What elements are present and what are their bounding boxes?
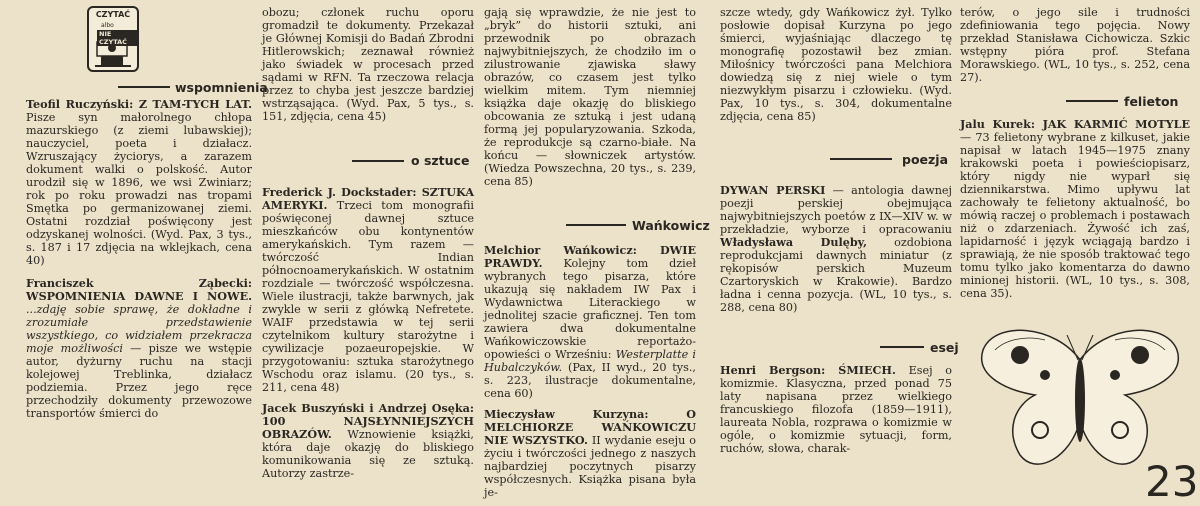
column-4c	[720, 364, 952, 506]
review-dockstader	[262, 186, 474, 394]
review-wankowicz	[484, 244, 696, 400]
review-kurzyna	[484, 408, 696, 499]
section-heading-felieton: felieton	[1124, 94, 1179, 109]
page-number: 23	[1145, 457, 1199, 506]
section-heading-o-sztuce: o sztuce	[411, 153, 470, 168]
review-body: — antologia dawnej poezji perskiej obejmująca najwybitniejszych poetów z IX—XIV w. w przekładzie, wyborze i opracowaniu	[720, 184, 952, 236]
section-rule	[1066, 100, 1118, 102]
section-heading-poezja: poezja	[902, 152, 949, 167]
section-rule	[118, 86, 170, 88]
continued-text: szcze wtedy, gdy Wańkowicz żył. Tylko posłowie dopisał Kurzyna po jego śmierci, wyjaśniając dlaczego tę monografię pozostawił bez zmian. Miłośnicy twórczości pana Melchiora dowiedzą się z niej wiele o tym niezwykłym pisarzu i człowieku. (Wyd. Pax, 10 tys., s. 304, dokumentalne zdjęcia, cena 85)	[720, 6, 952, 123]
review-lead: Melchior Wańkowicz: DWIE PRAWDY.	[484, 243, 696, 270]
review-lead: Jalu Kurek: JAK KARMIĆ MOTYLE	[960, 117, 1190, 131]
translator-name: Władysława Dulęby,	[720, 235, 867, 249]
continued-text: obozu; członek ruchu oporu gromadził te dokumenty. Przekazał je Głównej Komisji do Badań Zbrodni Hitlerowskich; zeznawał również jako świadek w procesach przed sądami w RFN. Ta rzeczowa relacja przez to chyba jest jeszcze bardziej wstrząsająca. (Wyd. Pax, 5 tys., s. 151, zdjęcia, cena 45)	[262, 6, 474, 123]
review-lead: Frederick J. Dockstader: SZTUKA AMERYKI.	[262, 185, 474, 212]
review-kurek	[960, 118, 1190, 300]
section-rule	[566, 224, 626, 226]
review-lead: Henri Bergson: ŚMIECH.	[720, 363, 896, 377]
review-buszynski	[262, 402, 474, 480]
review-dywan-perski	[720, 184, 952, 314]
review-lead: Teofil Ruczyński: Z TAM-TYCH LAT.	[26, 97, 252, 111]
review-zabecki	[26, 277, 252, 420]
section-heading-esej: esej	[930, 340, 959, 355]
review-titles: Westerplatte i Hubalczyków.	[484, 348, 696, 374]
logo-line1: CZYTAĆ	[95, 10, 131, 19]
review-body: — pisze we wstępie autor, dyżurny ruchu na stacji kolejowej Treblinka, działacz podziemia. Przez jego ręce przechodziły dokumenty przewozowe transportów śmierci do	[26, 342, 253, 420]
review-body: Pisze syn małorolnego chłopa mazurskiego (z ziemi lubawskiej); nauczyciel, poeta i działacz. Wzruszający życiorys, a zarazem dokument walki o polskość. Autor urodził się w 1896, we wsi Zwiniarz; rok po roku prowadzi nas tropami Smętka po germanizowanej ziemi. Ostatni rozdział poświęcony jest odzyskanej wolności. (Wyd. Pax, 3 tys., s. 187 i 17 zdjęcia na wklejkach, cena 40)	[26, 111, 252, 267]
review-lead: DYWAN PERSKI	[720, 183, 826, 197]
review-bergson	[720, 364, 952, 455]
review-lead: Franciszek Ząbecki: WSPOMNIENIA DAWNE I NOWE.	[26, 276, 252, 303]
column-3b	[484, 244, 696, 506]
review-body: (Pax, II wyd., 20 tys., s. 223, ilustracje dokumentalne, cena 60)	[484, 361, 696, 400]
review-body: Trzeci tom monografii poświęconej dawnej sztuce mieszkańców obu kontynentów amerykańskich. Tym razem — twórczość Indian północnoamerykańskich. W ostatnim rozdziale — twórczość współczesna. Wiele ilustracji, także barwnych, jak zwykle w serii z główką Nefretete. WAIF przedstawia w tej serii czytelnikom kultury starożytne i cywilizacje pozaeuropejskie. W przygotowaniu: sztuka starożytnego Wschodu oraz islamu. (20 tys., s. 211, cena 48)	[262, 199, 475, 394]
column-2b	[262, 186, 474, 506]
section-heading-wankowicz: Wańkowicz	[632, 218, 710, 233]
section-rule	[830, 158, 892, 160]
section-rule	[352, 160, 404, 162]
review-body: Kolejny tom dzieł wybranych tego pisarza, które ukazują się nakładem IW Pax i Wydawnictwa Literackiego w jednolitej szacie graficznej. Ten tom zawiera dwa dokumentalne Wańkowiczowskie reportażo-opowieści o Wrześniu:	[484, 257, 696, 361]
czytac-logo	[87, 6, 139, 72]
continued-text: gają się wprawdzie, że nie jest to „bryk” do historii sztuki, ani przewodnik po obrazach najwybitniejszych, że chodziło im o zilustrowanie zjawiska sławy obrazów, co czasem jest tylko wielkim mitem. Tym niemniej książka daje okazję do bliskiego obcowania ze sztuką i jest udaną formą jej popularyzowania. Szkoda, że reprodukcje są czarno-białe. Na końcu — słowniczek artystów. (Wiedza Powszechna, 20 tys., s. 239, cena 85)	[484, 6, 696, 188]
review-quote: ...zdaję sobie sprawę, że dokładne i zrozumiałe przedstawienie wszystkiego, co widziałem przekracza moje możliwości	[26, 303, 252, 355]
review-body: II wydanie eseju o życiu i twórczości jednego z naszych najbardziej poczytnych pisarzy współczesnych. Książka pisana była je-	[484, 434, 696, 499]
column-1	[26, 98, 252, 506]
section-heading-wspomnienia: wspomnienia	[175, 80, 268, 95]
logo-line2: albo	[101, 22, 114, 29]
review-body: ozdobiona reprodukcjami dawnych miniatur (z rękopisów perskich Muzeum Czartoryskich w Krakowie). Bardzo ładna i cenna pozycja. (WL, 10 tys., s. 288, cena 80)	[720, 236, 952, 314]
review-body: — 73 felietony wybrane z kilkuset, jakie napisał w latach 1945—1975 znany krakowski poeta i powieściopisarz, który nigdy nie wyparł się dziennikarstwa. Mimo upływu lat zachowały te felietony aktualność, bo mówią raczej o problemach i postawach niż o zdarzeniach. Żywość ich zaś, lapidarność i język wciągają bardzo i sprawiają, że nie sposób traktować tego tomu tylko jako komentarza do dawno minionej historii. (WL, 10 tys., s. 308, cena 35).	[960, 131, 1190, 300]
logo-line3: NIE CZYTAĆ	[97, 30, 137, 46]
review-lead: Jacek Buszyński i Andrzej Osęka: 100 NAJSŁYNNIEJSZYCH OBRAZÓW.	[262, 401, 474, 441]
review-ruczynski	[26, 98, 252, 267]
review-body: Esej o komizmie. Klasyczna, przed ponad 75 laty napisana przez wielkiego francuskiego filozofa (1859—1911), laureata Nobla, rozprawa o komizmie w ogóle, o komizmie sytuacji, form, ruchów, słowa, charak-	[720, 364, 952, 455]
continued-text: terów, o jego sile i trudności zdefiniowania tego pojęcia. Nowy przekład Stanisława Cichowicza. Szkic wstępny pióra prof. Stefana Morawskiego. (WL, 10 tys., s. 252, cena 27).	[960, 6, 1190, 84]
section-rule	[880, 346, 924, 348]
review-body: Wznowienie książki, która daje okazję do bliskiego komunikowania się ze sztuką. Autorzy zastrze-	[262, 428, 474, 480]
review-lead: Mieczysław Kurzyna: O MELCHIORZE WAŃKOWICZU NIE WSZYSTKO.	[484, 407, 696, 447]
